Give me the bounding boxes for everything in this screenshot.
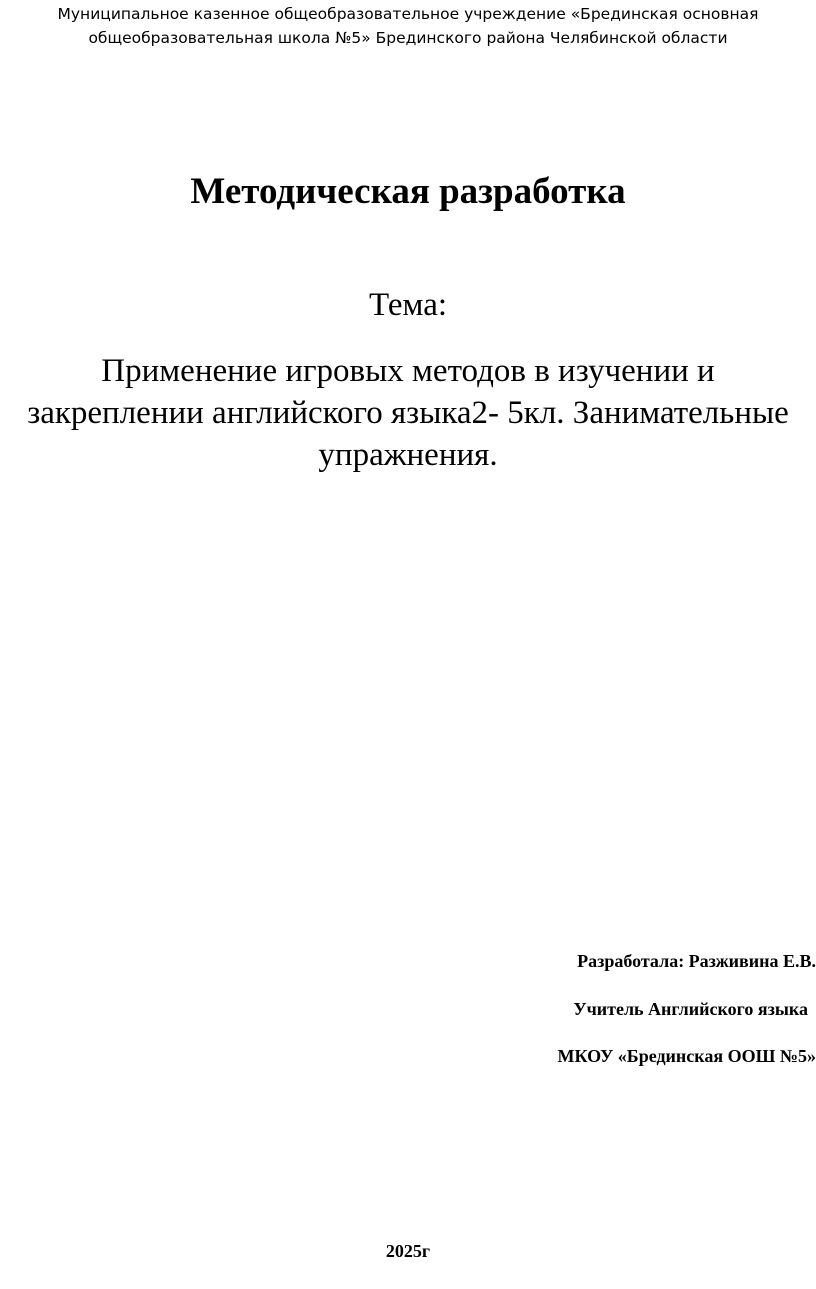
theme-text-line-2: закреплении английского языка2- 5кл. Занимательные	[27, 395, 789, 431]
school-header-line-2: общеобразовательная школа №5» Брединского района Челябинской области	[88, 29, 728, 47]
author-organization: МКОУ «Брединская ООШ №5»	[557, 1046, 816, 1066]
theme-text-line-1: Применение игровых методов в изучении и	[101, 353, 715, 389]
theme-text	[0, 350, 816, 476]
theme-label: Тема:	[368, 287, 448, 323]
author-name: Разработала: Разживина Е.В.	[577, 951, 816, 971]
document-title: Методическая разработка	[190, 171, 626, 212]
author-position: Учитель Английского языка	[573, 999, 808, 1019]
theme-text-line-3: упражнения.	[318, 437, 498, 473]
school-header	[0, 2, 816, 50]
document-year: 2025г	[385, 1241, 431, 1261]
school-header-line-1: Муниципальное казенное общеобразовательное учреждение «Брединская основная	[57, 5, 759, 23]
